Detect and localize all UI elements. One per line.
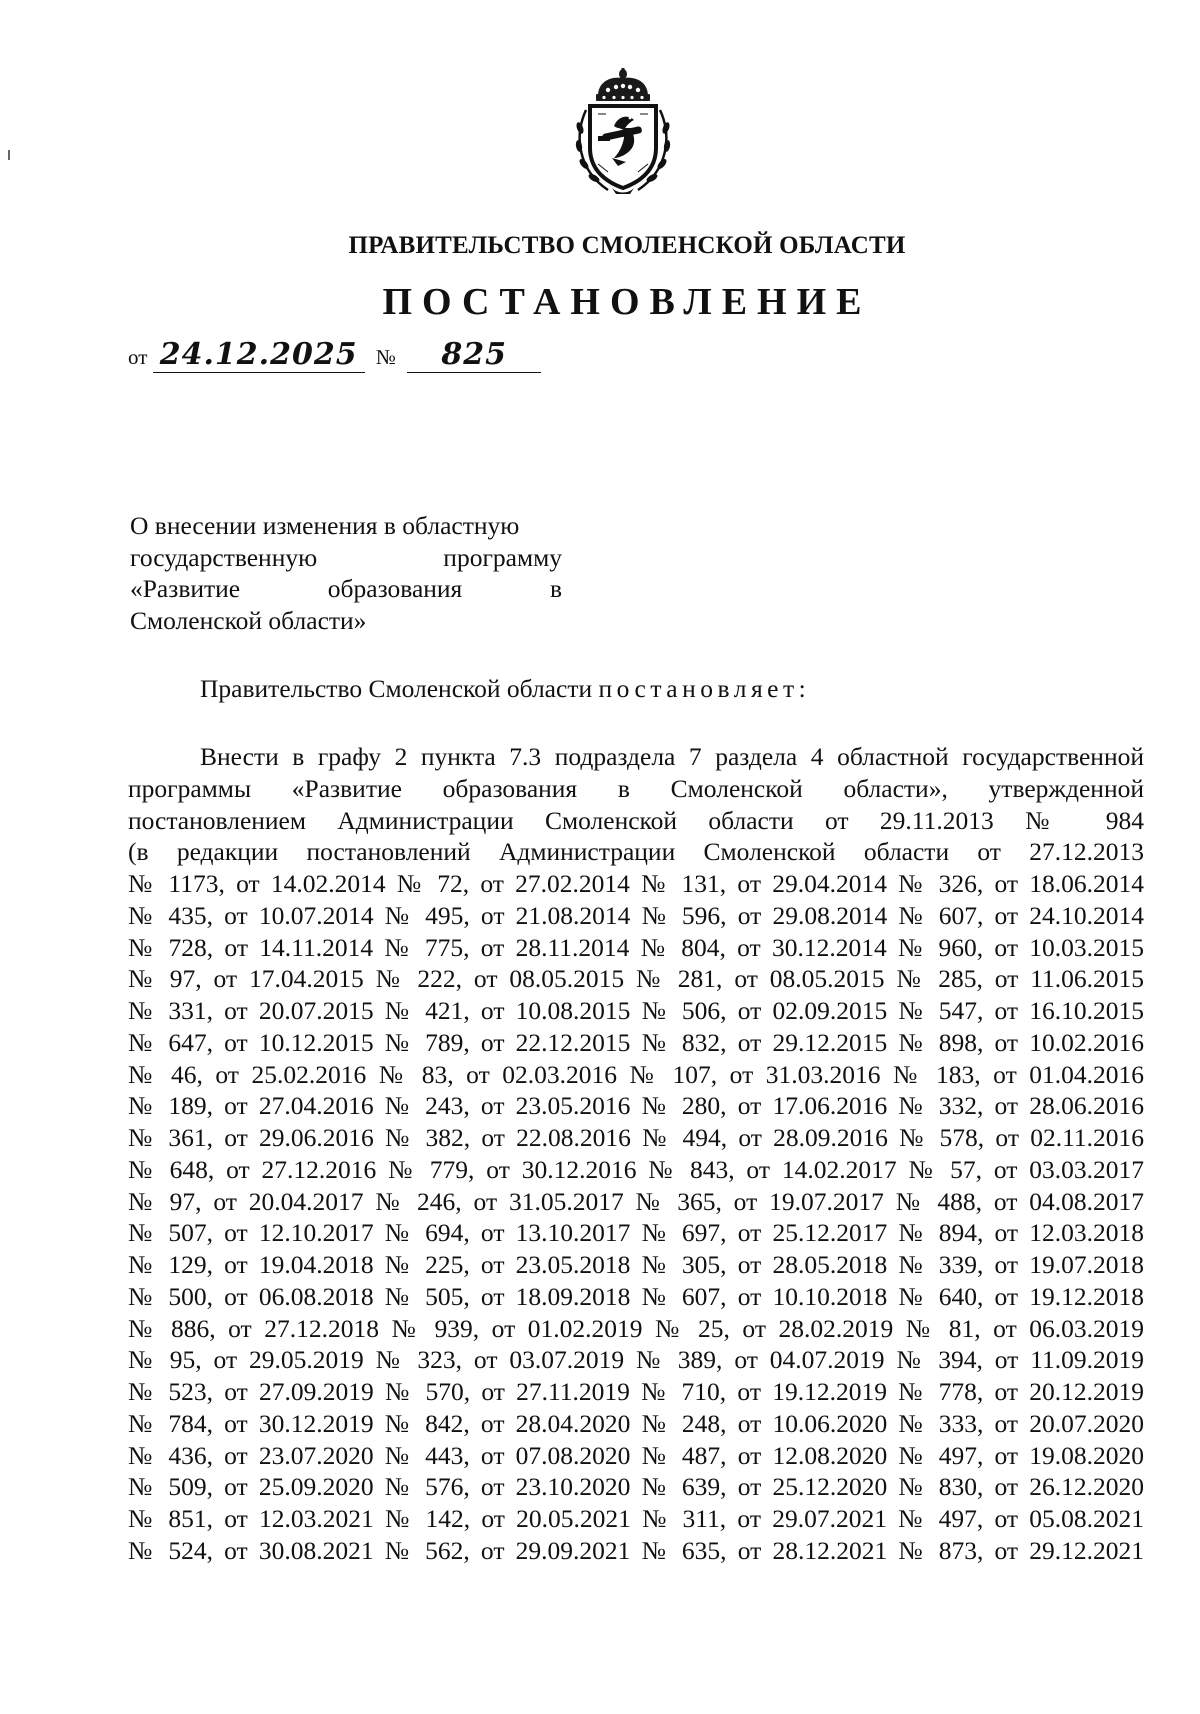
body-line: № 784, от 30.12.2019 № 842, от 28.04.2020 № 248, от 10.06.2020 № 333, от 20.07.2020 [128,1408,1144,1438]
body-line: № 886, от 27.12.2018 № 939, от 01.02.2019 № 25, от 28.02.2019 № 81, от 06.03.2019 [128,1313,1144,1343]
document-type-title: ПОСТАНОВЛЕНИЕ [382,281,872,323]
handwritten-date: 24.12.2025 [153,338,365,373]
body-line: № 500, от 06.08.2018 № 505, от 18.09.2018 № 607, от 10.10.2018 № 640, от 19.12.2018 [128,1281,1144,1311]
government-title: ПРАВИТЕЛЬСТВО СМОЛЕНСКОЙ ОБЛАСТИ [348,232,906,259]
body-line: № 361, от 29.06.2016 № 382, от 22.08.2016 № 494, от 28.09.2016 № 578, от 02.11.2016 [128,1123,1144,1152]
body-line: Внести в графу 2 пункта 7.3 подраздела 7 раздела 4 областной государственной [200,742,1144,771]
body-line: № 97, от 17.04.2015 № 222, от 08.05.2015 № 281, от 08.05.2015 № 285, от 11.06.2015 [128,964,1144,994]
body-line: № 436, от 23.07.2020 № 443, от 07.08.2020 № 487, от 12.08.2020 № 497, от 19.08.2020 [128,1440,1144,1470]
body-line: № 647, от 10.12.2015 № 789, от 22.12.2015 № 832, от 29.12.2015 № 898, от 10.02.2016 [128,1027,1144,1057]
body-line: № 97, от 20.04.2017 № 246, от 31.05.2017 № 365, от 19.07.2017 № 488, от 04.08.2017 [128,1186,1144,1216]
document-subject [130,510,562,636]
subject-word: государственную [130,542,318,572]
body-line: программы «Развитие образования в Смоленской области», утвержденной [128,773,1144,803]
body-line: № 851, от 12.03.2021 № 142, от 20.05.2021 № 311, от 29.07.2021 № 497, от 05.08.2021 [128,1504,1144,1533]
date-prefix: от [128,345,148,369]
decree-subject: Правительство Смоленской области [200,674,593,703]
subject-word: «Развитие [130,574,241,603]
document-body [128,741,1144,1567]
body-line: № 728, от 14.11.2014 № 775, от 28.11.2014 № 804, от 30.12.2014 № 960, от 10.03.2015 [128,932,1144,962]
body-line: № 46, от 25.02.2016 № 83, от 02.03.2016 № 107, от 31.03.2016 № 183, от 01.04.2016 [128,1059,1144,1089]
body-line: № 331, от 20.07.2015 № 421, от 10.08.2015 № 506, от 02.09.2015 № 547, от 16.10.2015 [128,996,1144,1025]
number-label: № [375,345,396,369]
subject-line: Смоленской области» [130,605,367,635]
body-line: постановлением Администрации Смоленской области от 29.11.2013 № 984 [128,805,1144,835]
subject-line: О внесении изменения в областную [130,511,520,540]
subject-word: программу [443,542,562,572]
body-line: № 648, от 27.12.2016 № 779, от 30.12.2016 № 843, от 14.02.2017 № 57, от 03.03.2017 [128,1154,1144,1184]
subject-line [130,573,562,605]
body-line: № 509, от 25.09.2020 № 576, от 23.10.2020 № 639, от 25.12.2020 № 830, от 26.12.2020 [128,1472,1144,1502]
body-line: № 507, от 12.10.2017 № 694, от 13.10.2017 № 697, от 25.12.2017 № 894, от 12.03.2018 [128,1218,1144,1248]
body-line: № 523, от 27.09.2019 № 570, от 27.11.2019 № 710, от 19.12.2019 № 778, от 20.12.2019 [128,1377,1144,1406]
body-line: № 1173, от 14.02.2014 № 72, от 27.02.2014 № 131, от 29.04.2014 № 326, от 18.06.2014 [128,869,1144,898]
subject-word: в [549,574,562,603]
scan-speck [8,150,10,160]
subject-line [130,542,562,574]
body-line: № 435, от 10.07.2014 № 495, от 21.08.2014 № 596, от 29.08.2014 № 607, от 24.10.2014 [128,900,1144,930]
document-dateline [128,338,541,373]
coat-of-arms-icon [568,66,678,196]
body-line: № 189, от 27.04.2016 № 243, от 23.05.2016 № 280, от 17.06.2016 № 332, от 28.06.2016 [128,1091,1144,1121]
decree-verb: постановляет: [598,674,811,703]
body-line: № 95, от 29.05.2019 № 323, от 03.07.2019 № 389, от 04.07.2019 № 394, от 11.09.2019 [128,1345,1144,1375]
body-line: № 524, от 30.08.2021 № 562, от 29.09.2021 № 635, от 28.12.2021 № 873, от 29.12.2021 [128,1535,1144,1565]
subject-word: образования [327,574,463,603]
handwritten-number: 825 [407,338,541,373]
body-line: № 129, от 19.04.2018 № 225, от 23.05.2018 № 305, от 28.05.2018 № 339, от 19.07.2018 [128,1250,1144,1279]
decree-statement [200,674,810,704]
body-line: (в редакции постановлений Администрации Смоленской области от 27.12.2013 [128,837,1144,867]
